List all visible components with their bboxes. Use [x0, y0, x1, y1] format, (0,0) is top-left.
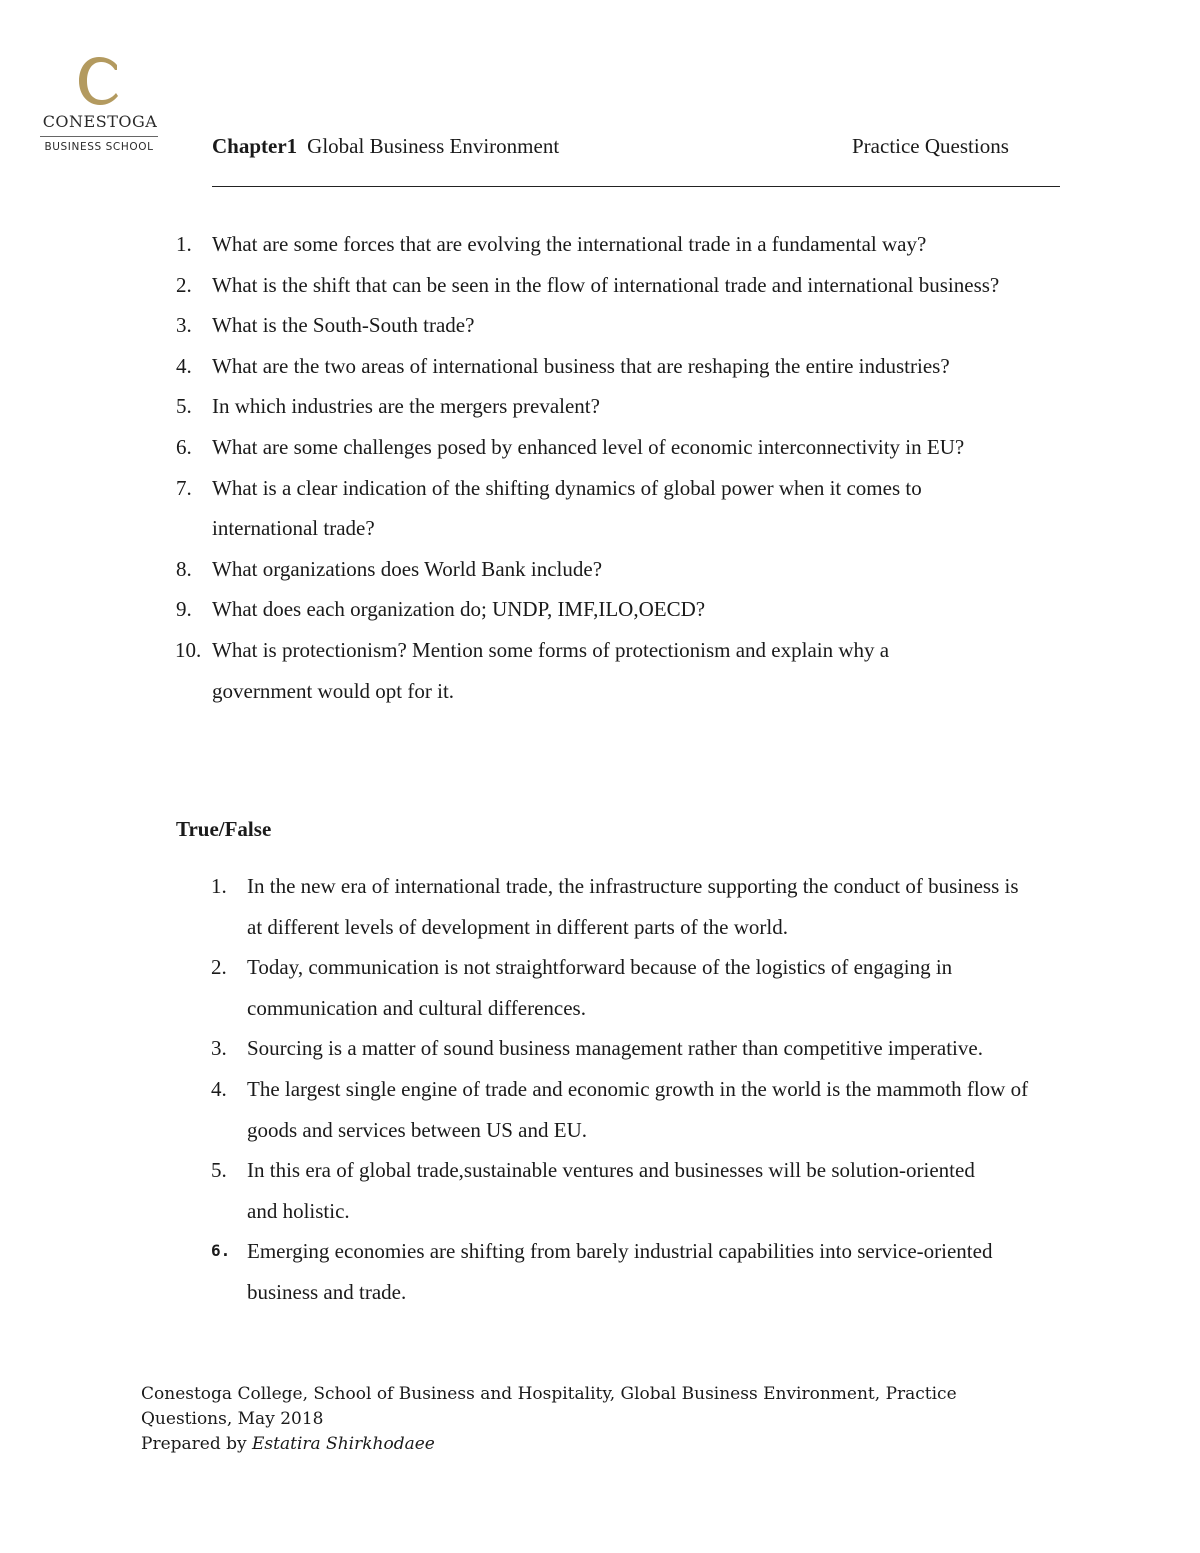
item-number: 7. [176, 475, 192, 500]
item-text: What are some forces that are evolving the international trade in a fundamental way? [212, 232, 927, 256]
list-item [176, 549, 1076, 590]
list-item [176, 305, 1076, 346]
list-item [211, 1028, 1061, 1069]
logo-divider [40, 136, 158, 137]
item-text: What is the South-South trade? [212, 313, 475, 338]
item-text: What are the two areas of international business that are reshaping the entire industries? [212, 353, 950, 378]
list-item [211, 1150, 1061, 1231]
item-text: What is a clear indication of the shifting dynamics of global power when it comes to international trade? [212, 475, 922, 541]
item-text: What organizations does World Bank include? [212, 556, 603, 581]
list-item [211, 947, 1061, 1028]
item-number: 8. [176, 556, 192, 581]
list-item [176, 630, 1076, 711]
list-item [176, 468, 1076, 549]
item-text: What are some challenges posed by enhanced level of economic interconnectivity in EU? [212, 434, 965, 459]
list-item [176, 346, 1076, 387]
item-number: 3. [211, 1036, 227, 1061]
item-number: 6. [211, 1241, 231, 1261]
list-item [176, 386, 1076, 427]
footer-prepared-by [141, 1432, 1021, 1457]
conestoga-c-logo-icon [76, 56, 124, 106]
practice-questions-list [176, 224, 1076, 711]
item-number: 5. [211, 1158, 227, 1183]
list-item [176, 427, 1076, 468]
author-name: Estatira Shirkhodaee [252, 1434, 435, 1454]
item-number: 6. [176, 434, 192, 459]
logo-wordmark: CONESTOGA [42, 112, 158, 131]
item-text: Emerging economies are shifting from barely industrial capabilities into service-oriented business and trade. [247, 1239, 993, 1304]
item-text: In the new era of international trade, the infrastructure supporting the conduct of business is at different levels of development in different parts of the world. [247, 874, 1019, 939]
true-false-list [211, 866, 1061, 1313]
item-number: 10. [175, 637, 202, 662]
item-number: 1. [176, 232, 192, 256]
item-number: 9. [176, 597, 192, 622]
item-text: In which industries are the mergers prevalent? [212, 394, 600, 419]
item-text: In this era of global trade,sustainable ventures and businesses will be solution-oriented and holistic. [247, 1158, 975, 1223]
list-item [211, 1069, 1061, 1150]
item-number: 2. [176, 272, 192, 297]
prepared-by-label: Prepared by [141, 1434, 247, 1454]
list-item [211, 1231, 1061, 1312]
item-text: What is protectionism? Mention some forms of protectionism and explain why a government would opt for it. [212, 637, 890, 703]
item-text: Today, communication is not straightforward because of the logistics of engaging in communication and cultural differences. [247, 955, 953, 1020]
item-number: 4. [211, 1076, 227, 1101]
page-header [212, 133, 559, 159]
item-number: 3. [176, 313, 192, 338]
item-text: What does each organization do; UNDP, IMF,ILO,OECD? [212, 597, 706, 622]
list-item [176, 224, 1076, 265]
item-number: 1. [211, 874, 227, 898]
true-false-heading: True/False [176, 817, 272, 841]
logo-subtitle: BUSINESS SCHOOL [44, 141, 154, 153]
course-title: Global Business Environment [307, 134, 560, 158]
list-item [211, 866, 1061, 947]
footer-citation: Conestoga College, School of Business and Hospitality, Global Business Environment, Practice Questions, May 2018 [141, 1384, 957, 1429]
chapter-label: Chapter1 [212, 134, 298, 158]
item-text: What is the shift that can be seen in the flow of international trade and international business? [212, 272, 1000, 297]
header-divider [212, 186, 1060, 187]
item-number: 2. [211, 955, 227, 980]
header-right-label: Practice Questions [852, 134, 1009, 158]
item-number: 4. [176, 353, 192, 378]
list-item [176, 265, 1076, 306]
item-text: Sourcing is a matter of sound business management rather than competitive imperative. [247, 1036, 983, 1061]
item-number: 5. [176, 394, 192, 419]
page-footer [141, 1382, 1021, 1457]
conestoga-logo [40, 56, 160, 160]
list-item [176, 589, 1076, 630]
item-text: The largest single engine of trade and economic growth in the world is the mammoth flow of goods and services between US and EU. [247, 1076, 1029, 1142]
